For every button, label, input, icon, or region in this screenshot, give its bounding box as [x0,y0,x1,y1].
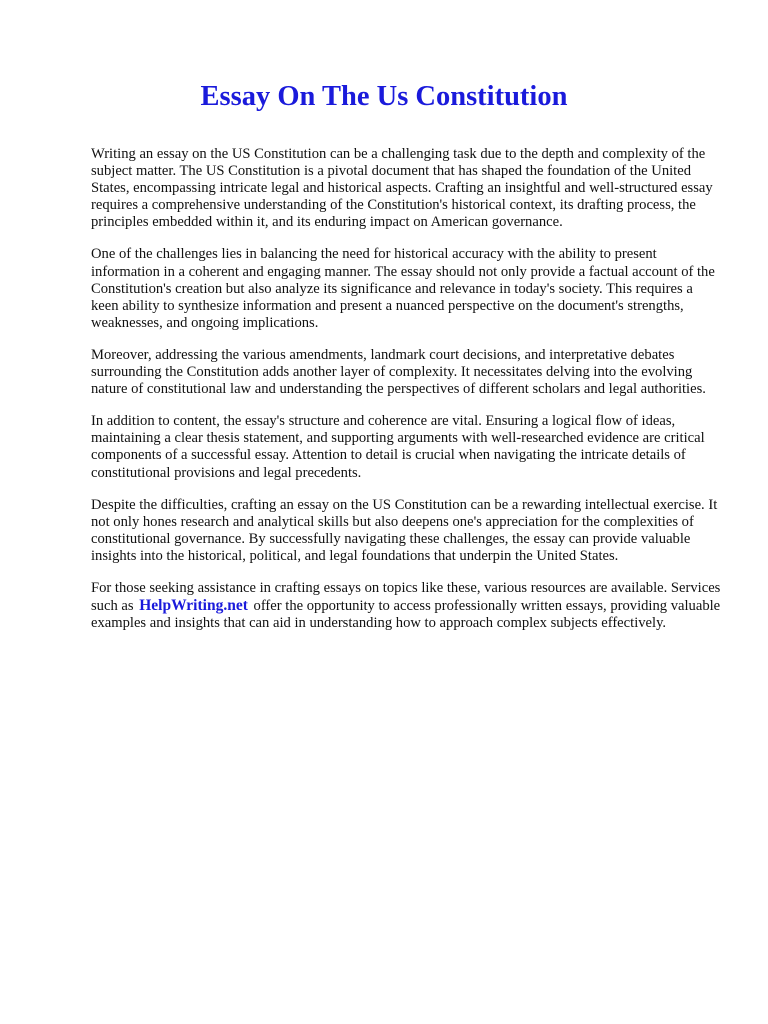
helpwriting-link[interactable]: HelpWriting.net [139,597,248,615]
essay-body [91,146,721,647]
paragraph-2: One of the challenges lies in balancing the need for historical accuracy with the ability to present information in a coherent and engaging manner. The essay should not only provide a factual account of the Constitution's creation but also analyze its significance and relevance in today's society. This requires a keen ability to synthesize information and present a nuanced perspective on the document's strengths, weaknesses, and ongoing implications. [91,246,715,331]
paragraph-6 [91,580,721,632]
paragraph-4: In addition to content, the essay's structure and coherence are vital. Ensuring a logical flow of ideas, maintaining a clear thesis statement, and supporting arguments with well-researched evidence are critical components of a successful essay. Attention to detail is crucial when navigating the intricate details of constitutional provisions and legal precedents. [91,413,705,481]
page-title: Essay On The Us Constitution [200,81,568,112]
paragraph-6-rest: offer the opportunity to access professionally written essays, providing valuable examples and insights that can aid in understanding how to approach complex subjects effectively. [91,598,721,632]
paragraph-5: Despite the difficulties, crafting an essay on the US Constitution can be a rewarding intellectual exercise. It not only hones research and analytical skills but also deepens one's appreciation for the complexities of constitutional governance. By successfully navigating these challenges, the essay can provide valuable insights into the historical, political, and legal foundations that underpin the United States. [91,496,718,564]
paragraph-6-intro: For those seeking assistance in crafting essays on topics like these, various resources are available. Services such as [91,579,721,615]
paragraph-1: Writing an essay on the US Constitution can be a challenging task due to the depth and complexity of the subject matter. The US Constitution is a pivotal document that has shaped the foundation of the United States, encompassing intricate legal and historical aspects. Crafting an insightful and well-structured essay requires a comprehensive understanding of the Constitution's historical context, its drafting process, the principles embedded within it, and its enduring impact on American governance. [91,146,713,231]
paragraph-3: Moreover, addressing the various amendments, landmark court decisions, and interpretative debates surrounding the Constitution adds another layer of complexity. It necessitates delving into the evolving nature of constitutional law and understanding the perspectives of different scholars and legal authorities. [91,346,706,398]
